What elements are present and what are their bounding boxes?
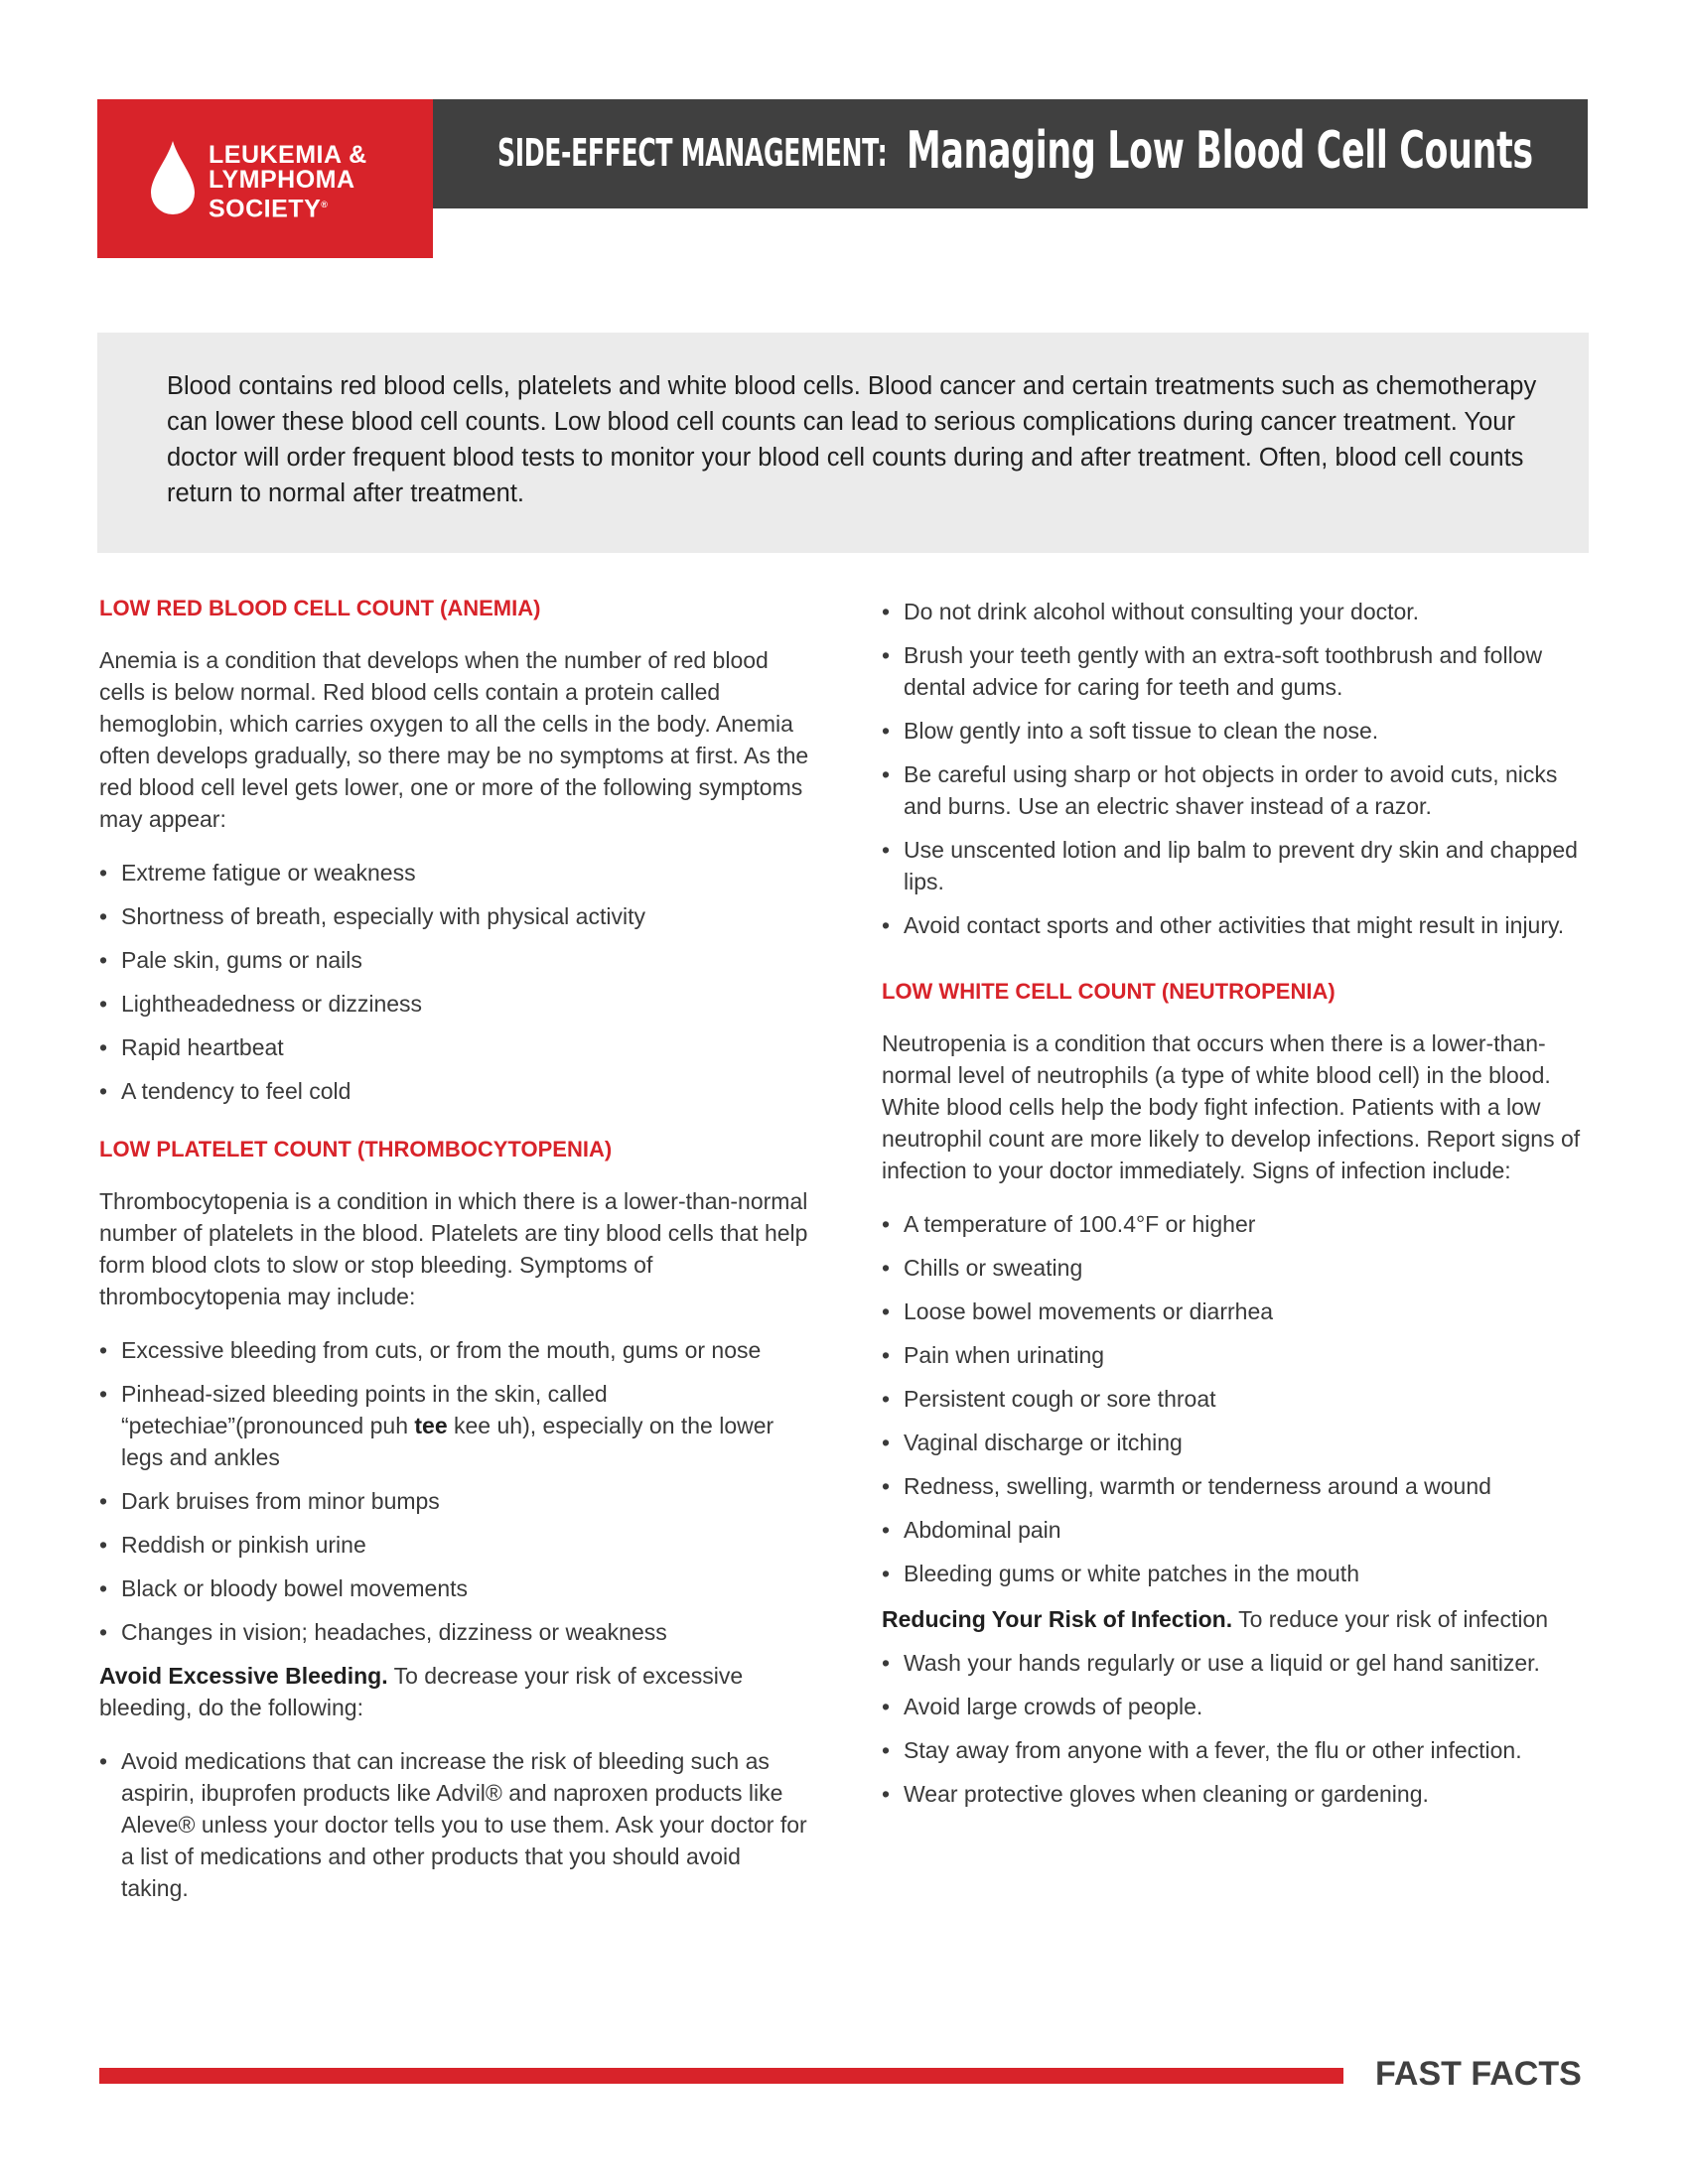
reduce-infection-list [882, 1647, 1589, 1810]
avoid-bleeding-intro: Avoid Excessive Bleeding. To decrease your risk of excessive bleeding, do the following: [99, 1663, 744, 1720]
list-item: • A tendency to feel cold [99, 1078, 352, 1104]
list-item: • Vaginal discharge or itching [882, 1430, 1183, 1455]
anemia-body: Anemia is a condition that develops when the number of red blood cells is below normal. Red blood cells contain a protein called hemoglobin, which carries oxygen to all the cells in the body. Anemia often develops gradually, so there may be no symptoms at first. As the red blood cell level gets lower, one or more of the following symptoms may appear: [99, 647, 809, 832]
list-item: • Wash your hands regularly or use a liquid or gel hand sanitizer. [882, 1650, 1540, 1676]
list-item: • Redness, swelling, warmth or tenderness around a wound [882, 1473, 1491, 1499]
list-item: • Avoid medications that can increase the risk of bleeding such as aspirin, ibuprofen products like Advil® and naproxen products like Aleve® unless your doctor tells you to use them. Ask your doctor for a list of medications and other products that you should avoid taking. [99, 1748, 807, 1901]
thrombocytopenia-symptom-list [99, 1334, 814, 1648]
section-heading-thrombocytopenia: LOW PLATELET COUNT (THROMBOCYTOPENIA) [99, 1137, 613, 1161]
title-prefix: SIDE-EFFECT MANAGEMENT: [497, 131, 888, 175]
intro-text: Blood contains red blood cells, platelets and white blood cells. Blood cancer and certain treatments such as chemotherapy can lower these blood cell counts. Low blood cell counts can lead to serious complications during cancer treatment. Your doctor will order frequent blood tests to monitor your blood cell counts during and after treatment. Often, blood cell counts return to normal after treatment. [167, 372, 1537, 507]
list-item: • Do not drink alcohol without consulting your doctor. [882, 599, 1420, 624]
list-item: • Loose bowel movements or diarrhea [882, 1298, 1274, 1324]
title-bar [433, 99, 1588, 208]
list-item: • Use unscented lotion and lip balm to prevent dry skin and chapped lips. [882, 837, 1578, 894]
avoid-bleeding-list [99, 1745, 814, 1904]
list-item: • Changes in vision; headaches, dizziness or weakness [99, 1619, 667, 1645]
right-column [882, 596, 1589, 1822]
list-item: • Excessive bleeding from cuts, or from the mouth, gums or nose [99, 1337, 762, 1363]
list-item: • Abdominal pain [882, 1517, 1061, 1543]
list-item: • Avoid large crowds of people. [882, 1694, 1203, 1719]
list-item: • Bleeding gums or white patches in the mouth [882, 1561, 1359, 1586]
list-item: • Pinhead-sized bleeding points in the skin, called “petechiae”(pronounced puh tee kee uh), especially on the lower legs and ankles [99, 1381, 774, 1470]
thrombocytopenia-body: Thrombocytopenia is a condition in which there is a lower-than-normal number of platelets in the blood. Platelets are tiny blood cells that help form blood clots to slow or stop bleeding. Symptoms of thrombocytopenia may include: [99, 1188, 808, 1309]
list-item: • Blow gently into a soft tissue to clean the nose. [882, 718, 1379, 744]
list-item: • Be careful using sharp or hot objects in order to avoid cuts, nicks and burns. Use an electric shaver instead of a razor. [882, 761, 1558, 819]
list-item: • Rapid heartbeat [99, 1034, 284, 1060]
neutropenia-body: Neutropenia is a condition that occurs when there is a lower-than-normal level of neutrophils (a type of white blood cell) in the blood. White blood cells help the body fight infection. Patients with a low neutrophil count are more likely to develop infections. Report signs of infection to your doctor immediately. Signs of infection include: [882, 1030, 1581, 1183]
blood-drop-icon [149, 139, 197, 218]
footer-label: FAST FACTS [1375, 2055, 1582, 2093]
anemia-symptom-list [99, 857, 814, 1107]
intro-box [97, 333, 1589, 553]
left-column [99, 596, 814, 1916]
section-heading-anemia: LOW RED BLOOD CELL COUNT (ANEMIA) [99, 596, 541, 620]
logo-line-2: LYMPHOMA [209, 166, 355, 194]
list-item: • Black or bloody bowel movements [99, 1575, 468, 1601]
list-item: • Stay away from anyone with a fever, the flu or other infection. [882, 1737, 1522, 1763]
list-item: • Pale skin, gums or nails [99, 947, 362, 973]
list-item: • Chills or sweating [882, 1255, 1083, 1281]
bleeding-precautions-list [882, 596, 1589, 941]
list-item: • Avoid contact sports and other activities that might result in injury. [882, 912, 1565, 938]
logo-line-3: SOCIETY [209, 195, 322, 223]
list-item: • Shortness of breath, especially with physical activity [99, 903, 645, 929]
infection-signs-list [882, 1208, 1589, 1589]
list-item: • Extreme fatigue or weakness [99, 860, 416, 886]
logo-line-1: LEUKEMIA & [209, 141, 367, 169]
list-item: • Persistent cough or sore throat [882, 1386, 1216, 1412]
list-item: • Wear protective gloves when cleaning or gardening. [882, 1781, 1429, 1807]
list-item: • Pain when urinating [882, 1342, 1105, 1368]
page-title: Managing Low Blood Cell Counts [907, 121, 1533, 181]
list-item: • Lightheadedness or dizziness [99, 991, 423, 1017]
list-item: • Dark bruises from minor bumps [99, 1488, 440, 1514]
footer-rule [99, 2068, 1343, 2084]
section-heading-neutropenia: LOW WHITE CELL COUNT (NEUTROPENIA) [882, 979, 1336, 1004]
lls-logo [97, 99, 433, 258]
list-item: • Brush your teeth gently with an extra-soft toothbrush and follow dental advice for caring for teeth and gums. [882, 642, 1543, 700]
list-item: • Reddish or pinkish urine [99, 1532, 366, 1558]
reduce-infection-intro: Reducing Your Risk of Infection. To reduce your risk of infection [882, 1606, 1549, 1632]
logo-wordmark: LEUKEMIA & LYMPHOMA SOCIETY® [209, 141, 367, 223]
list-item: • A temperature of 100.4°F or higher [882, 1211, 1256, 1237]
